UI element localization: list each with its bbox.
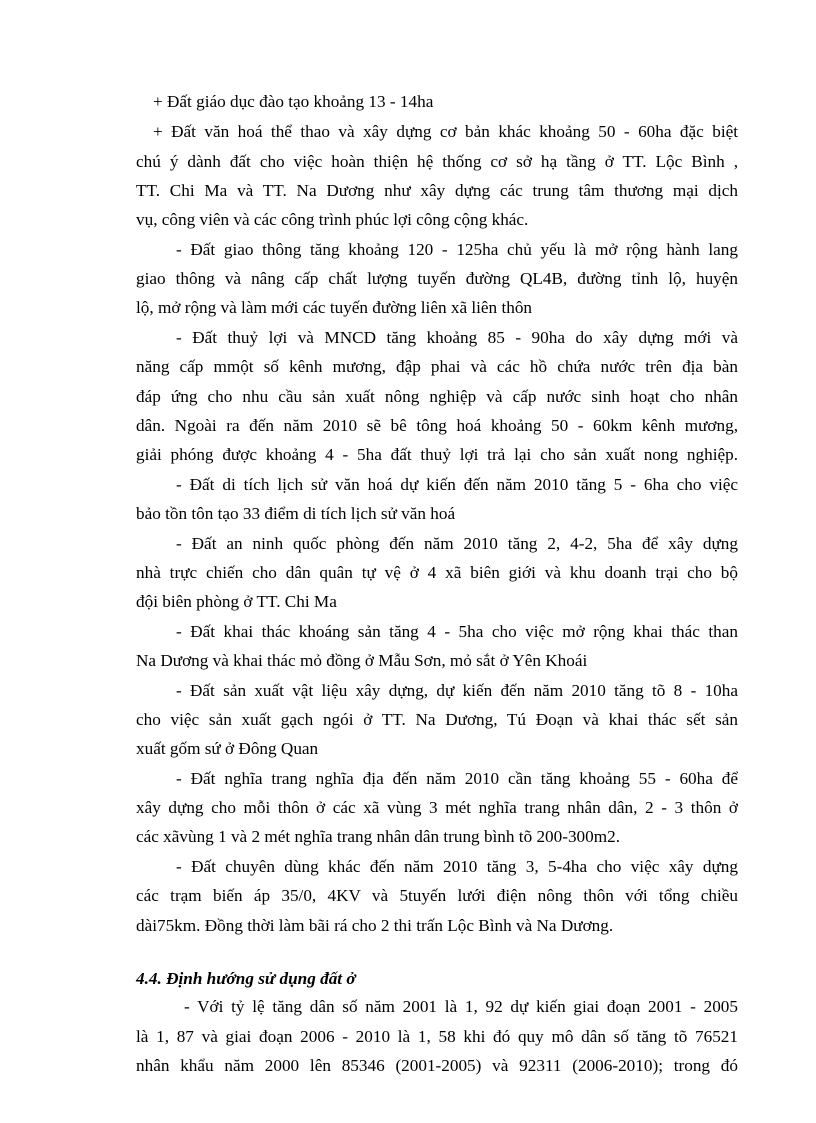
text-line: TT. Chi Ma và TT. Na Dương như xây dựng các trung tâm thương mại dịch (136, 181, 738, 200)
text-line: là 1, 87 và giai đoạn 2006 - 2010 là 1, 58 khi đó quy mô dân số tăng tõ 76521 (136, 1027, 738, 1046)
text-line: - Đất khai thác khoáng sản tăng 4 - 5ha cho việc mở rộng khai thác than (176, 622, 738, 641)
text-line: - Đất di tích lịch sử văn hoá dự kiến đến năm 2010 tăng 5 - 6ha cho việc (176, 475, 738, 494)
text-line: nhân khẩu năm 2000 lên 85346 (2001-2005) và 92311 (2006-2010); trong đó (136, 1056, 738, 1075)
text-line: dài75km. Đồng thời làm bãi rá cho 2 thi trấn Lộc Bình và Na Dương. (136, 916, 614, 935)
text-line: nhà trực chiến cho dân quân tự vệ ở 4 xã biên giới và khu doanh trại cho bộ (136, 563, 738, 582)
text-line: - Đất sản xuất vật liệu xây dựng, dự kiến đến năm 2010 tăng tõ 8 - 10ha (176, 681, 738, 700)
text-line: - Đất chuyên dùng khác đến năm 2010 tăng 3, 5-4ha cho việc xây dựng (176, 857, 738, 876)
text-line: các xãvùng 1 và 2 mét nghĩa trang nhân dân trung bình tõ 200-300m2. (136, 827, 621, 846)
text-line: chú ý dành đất cho việc hoàn thiện hệ thống cơ sở hạ tầng ở TT. Lộc Bình , (136, 152, 738, 171)
text-line: + Đất văn hoá thể thao và xây dựng cơ bản khác khoảng 50 - 60ha đặc biệt (153, 122, 738, 141)
text-line: các trạm biến áp 35/0, 4KV và 5tuyến lưới điện nông thôn với tổng chiều (136, 886, 738, 905)
text-line: - Đất nghĩa trang nghĩa địa đến năm 2010 cần tăng khoảng 55 - 60ha để (176, 769, 738, 788)
text-line: dân. Ngoài ra đến năm 2010 sẽ bê tông hoá khoảng 50 - 60km kênh mương, (136, 416, 738, 435)
text-line: đội biên phòng ở TT. Chi Ma (136, 592, 337, 611)
text-line: xuất gốm sứ ở Đông Quan (136, 739, 319, 758)
text-line: năng cấp mmột số kênh mương, đập phai và các hồ chứa nước trên địa bàn (136, 357, 738, 376)
text-line: + Đất giáo dục đào tạo khoảng 13 - 14ha (153, 92, 434, 111)
text-line: - Với tỷ lệ tăng dân số năm 2001 là 1, 92 dự kiến giai đoạn 2001 - 2005 (184, 997, 738, 1016)
text-line: - Đất thuỷ lợi và MNCD tăng khoảng 85 - 90ha do xây dựng mới và (176, 328, 738, 347)
text-line: cho việc sản xuất gạch ngói ở TT. Na Dương, Tú Đoạn và khai thác sết sản (136, 710, 738, 729)
text-line: - Đất giao thông tăng khoảng 120 - 125ha chủ yếu là mở rộng hành lang (176, 240, 738, 259)
section-heading: 4.4. Định hướng sử dụng đất ở (136, 969, 356, 988)
text-line: - Đất an ninh quốc phòng đến năm 2010 tăng 2, 4-2, 5ha để xây dựng (176, 534, 738, 553)
text-line: bảo tồn tôn tạo 33 điểm di tích lịch sử văn hoá (136, 504, 456, 523)
text-line: vụ, công viên và các công trình phúc lợi công cộng khác. (136, 210, 529, 229)
text-line: Na Dương và khai thác mỏ đồng ở Mẫu Sơn, mỏ sắt ở Yên Khoái (136, 651, 588, 670)
text-line: đáp ứng cho nhu cầu sản xuất nông nghiệp và cấp nước sinh hoạt cho nhân (136, 387, 738, 406)
text-line: giải phóng được khoảng 4 - 5ha đất thuỷ lợi trả lại cho sản xuất nong nghiệp. (136, 445, 738, 464)
text-line: giao thông và nâng cấp chất lượng tuyến đường QL4B, đường tỉnh lộ, huyện (136, 269, 738, 288)
text-line: lộ, mở rộng và làm mới các tuyến đường liên xã liên thôn (136, 298, 533, 317)
text-line: xây dựng cho mỗi thôn ở các xã vùng 3 mét nghĩa trang nhân dân, 2 - 3 thôn ở (136, 798, 738, 817)
